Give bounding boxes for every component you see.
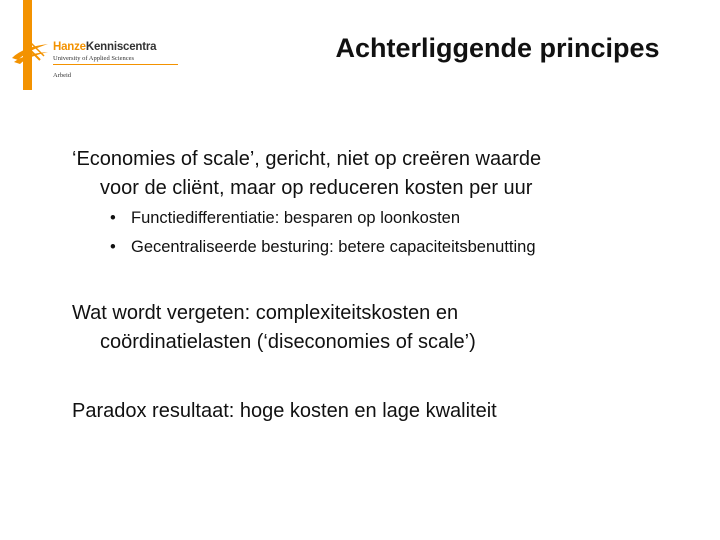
bullet-text: Gecentraliseerde besturing: betere capaciteitsbenutting	[131, 238, 536, 256]
logo-department: Arbeid	[53, 72, 72, 79]
bullet-item	[110, 204, 536, 233]
logo-brand-part2: Kenniscentra	[85, 41, 157, 53]
bullet-text: Functiedifferentiatie: besparen op loonkosten	[131, 209, 461, 227]
slide-title: Achterliggende principes	[335, 33, 660, 63]
hanze-logo	[8, 36, 183, 84]
paragraph-line: voor de cliënt, maar op reduceren kosten per uur	[100, 177, 533, 199]
bullet-item	[110, 233, 536, 262]
bullet-marker: •	[110, 209, 116, 227]
paragraph-line: ‘Economies of scale’, gericht, niet op creëren waarde	[72, 148, 542, 170]
bullet-marker: •	[110, 238, 116, 256]
paragraph-line: Wat wordt vergeten: complexiteitskosten en	[72, 302, 459, 324]
logo-brand-part1: Hanze	[53, 41, 86, 53]
paragraph-line: coördinatielasten (‘diseconomies of scale’)	[100, 331, 476, 353]
paragraph-line: Paradox resultaat: hoge kosten en lage kwaliteit	[72, 400, 497, 422]
paragraph-economies-of-scale	[72, 145, 541, 203]
logo-divider	[53, 64, 178, 65]
hanze-flame-icon	[10, 38, 50, 68]
bullet-list	[110, 204, 536, 262]
paragraph-paradox	[72, 397, 497, 426]
logo-subtitle: University of Applied Sciences	[53, 55, 135, 62]
paragraph-forgotten-costs	[72, 299, 476, 357]
logo-brand	[53, 41, 156, 53]
